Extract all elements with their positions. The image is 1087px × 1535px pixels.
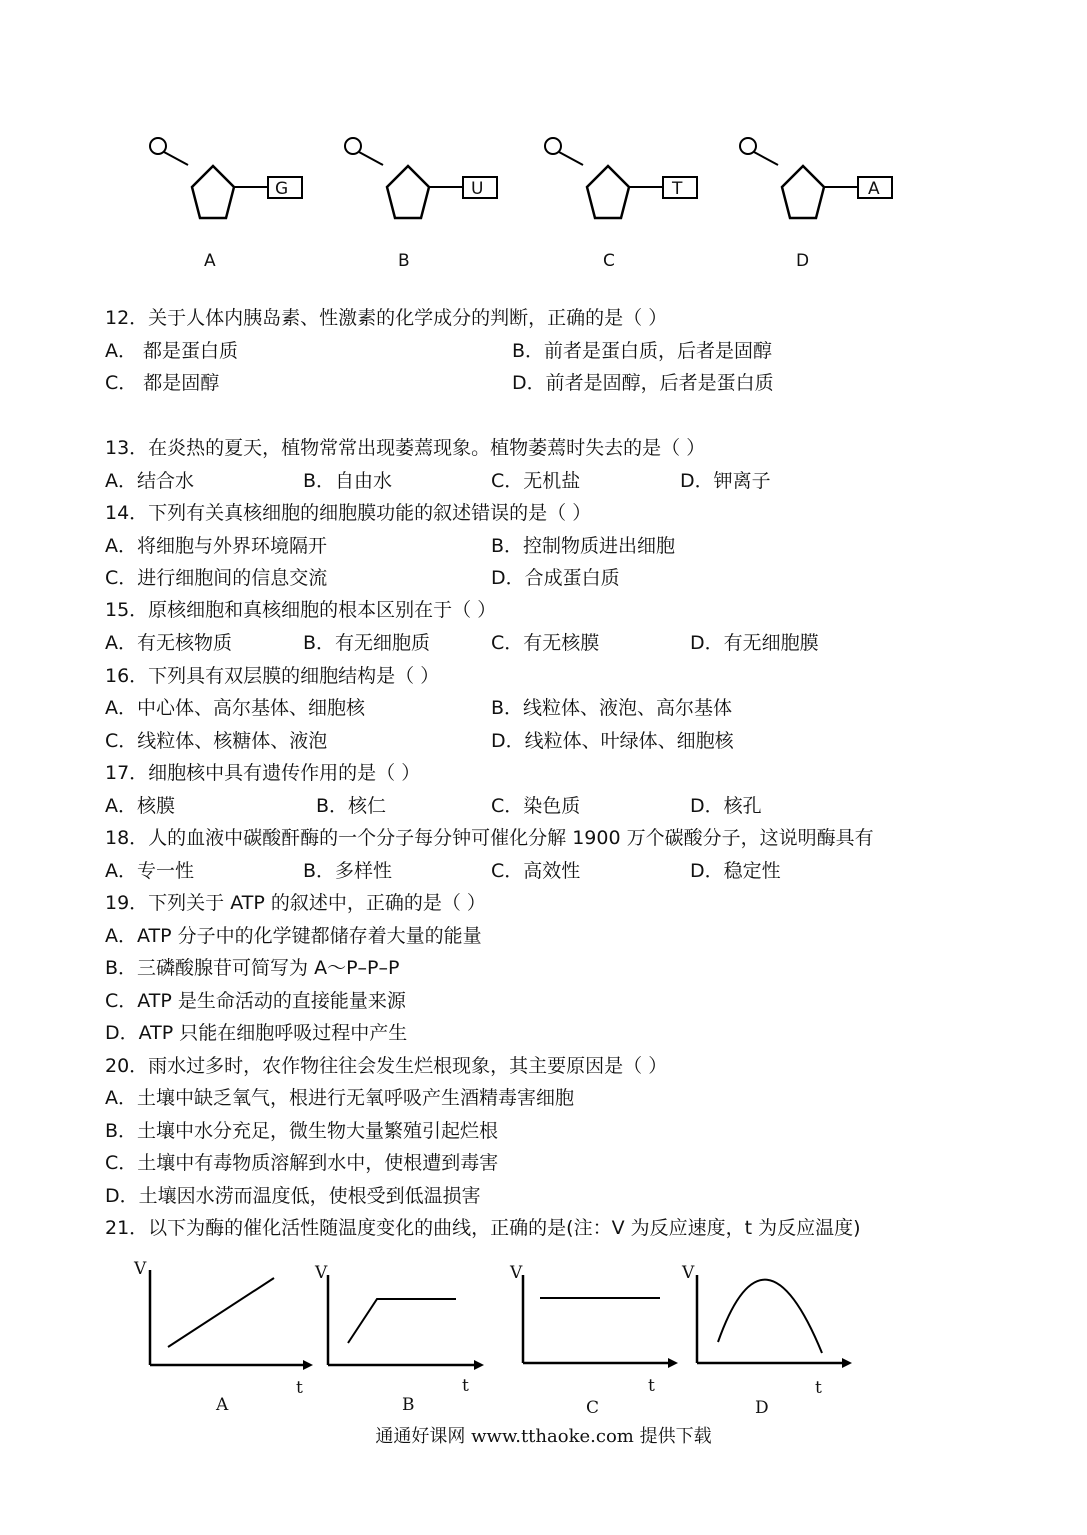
option-a: A．中心体、高尔基体、细胞核 xyxy=(105,697,365,719)
option-c: C．进行细胞间的信息交流 xyxy=(105,567,328,589)
option-b: B．控制物质进出细胞 xyxy=(491,535,676,557)
option-c: C． 都是固醇 xyxy=(105,372,220,394)
question-stem: 20．雨水过多时，农作物往往会发生烂根现象，其主要原因是（ ） xyxy=(105,1055,668,1077)
question-stem: 21．以下为酶的催化活性随温度变化的曲线，正确的是(注：V 为反应速度，t 为反应温度) xyxy=(105,1217,861,1239)
graph-d-yaxis: V xyxy=(682,1263,695,1283)
question-stem: 16．下列具有双层膜的细胞结构是（ ） xyxy=(105,665,440,687)
graph-c-yaxis: V xyxy=(510,1263,523,1283)
option-a: A．将细胞与外界环境隔开 xyxy=(105,535,327,557)
nucleotide-label-b: B xyxy=(398,251,410,271)
option-a: A．ATP 分子中的化学键都储存着大量的能量 xyxy=(105,925,482,947)
graph-b-yaxis: V xyxy=(315,1263,328,1283)
nucleotide-base-a: A xyxy=(868,179,880,199)
option-d: D．前者是固醇，后者是蛋白质 xyxy=(512,372,774,394)
question-stem: 15．原核细胞和真核细胞的根本区别在于（ ） xyxy=(105,599,497,621)
option-d: D．稳定性 xyxy=(690,860,781,882)
nucleotide-base-u: U xyxy=(471,179,484,199)
option-c: C．无机盐 xyxy=(491,470,581,492)
option-a: A．土壤中缺乏氧气，根进行无氧呼吸产生酒精毒害细胞 xyxy=(105,1087,574,1109)
question-stem: 18．人的血液中碳酸酐酶的一个分子每分钟可催化分解 1900 万个碳酸分子，这说明酶具有 xyxy=(105,827,874,849)
question-stem: 14．下列有关真核细胞的细胞膜功能的叙述错误的是（ ） xyxy=(105,502,592,524)
option-b: B．多样性 xyxy=(303,860,393,882)
nucleotide-base-t: T xyxy=(672,179,683,199)
option-c: C．染色质 xyxy=(491,795,581,817)
option-b: B．核仁 xyxy=(316,795,387,817)
question-stem: 17．细胞核中具有遗传作用的是（ ） xyxy=(105,762,421,784)
question-stem: 13．在炎热的夏天，植物常常出现萎蔫现象。植物萎蔫时失去的是（ ） xyxy=(105,437,706,459)
option-c: C．ATP 是生命活动的直接能量来源 xyxy=(105,990,406,1012)
graph-a-xaxis: t xyxy=(296,1378,303,1398)
option-d: D．核孔 xyxy=(690,795,762,817)
option-a: A．结合水 xyxy=(105,470,194,492)
option-b: B．三磷酸腺苷可简写为 A～P–P–P xyxy=(105,957,400,979)
graph-c-xaxis: t xyxy=(648,1376,655,1396)
question-stem: 12．关于人体内胰岛素、性激素的化学成分的判断，正确的是（ ） xyxy=(105,307,668,329)
option-b: B．线粒体、液泡、高尔基体 xyxy=(491,697,733,719)
option-a: A．专一性 xyxy=(105,860,194,882)
graph-b-label: B xyxy=(402,1395,415,1415)
option-a: A．有无核物质 xyxy=(105,632,232,654)
option-b: B．前者是蛋白质，后者是固醇 xyxy=(512,340,773,362)
nucleotide-label-c: C xyxy=(603,251,615,271)
option-c: C．高效性 xyxy=(491,860,581,882)
nucleotide-label-a: A xyxy=(204,251,216,271)
footer-source: 通通好课网 www.tthaoke.com 提供下载 xyxy=(375,1426,712,1447)
graph-b-xaxis: t xyxy=(462,1376,469,1396)
option-a: A． 都是蛋白质 xyxy=(105,340,239,362)
option-b: B．自由水 xyxy=(303,470,393,492)
graph-c-label: C xyxy=(586,1398,600,1418)
option-a: A．核膜 xyxy=(105,795,175,817)
option-d: D．钾离子 xyxy=(680,470,771,492)
graph-d-label: D xyxy=(755,1398,769,1418)
nucleotide-label-d: D xyxy=(796,251,810,271)
option-d: D．有无细胞膜 xyxy=(690,632,819,654)
graph-d-xaxis: t xyxy=(815,1378,822,1398)
option-d: D．线粒体、叶绿体、细胞核 xyxy=(491,730,734,752)
option-d: D．土壤因水涝而温度低，使根受到低温损害 xyxy=(105,1185,481,1207)
graph-a-yaxis: V xyxy=(134,1259,147,1279)
option-c: C．有无核膜 xyxy=(491,632,600,654)
option-c: C．土壤中有毒物质溶解到水中，使根遭到毒害 xyxy=(105,1152,499,1174)
graph-a-label: A xyxy=(216,1395,229,1415)
question-stem: 19．下列关于 ATP 的叙述中，正确的是（ ） xyxy=(105,892,486,914)
option-b: B．有无细胞质 xyxy=(303,632,431,654)
nucleotide-base-g: G xyxy=(275,179,289,199)
option-d: D．ATP 只能在细胞呼吸过程中产生 xyxy=(105,1022,408,1044)
option-b: B．土壤中水分充足，微生物大量繁殖引起烂根 xyxy=(105,1120,499,1142)
option-d: D．合成蛋白质 xyxy=(491,567,620,589)
option-c: C．线粒体、核糖体、液泡 xyxy=(105,730,328,752)
